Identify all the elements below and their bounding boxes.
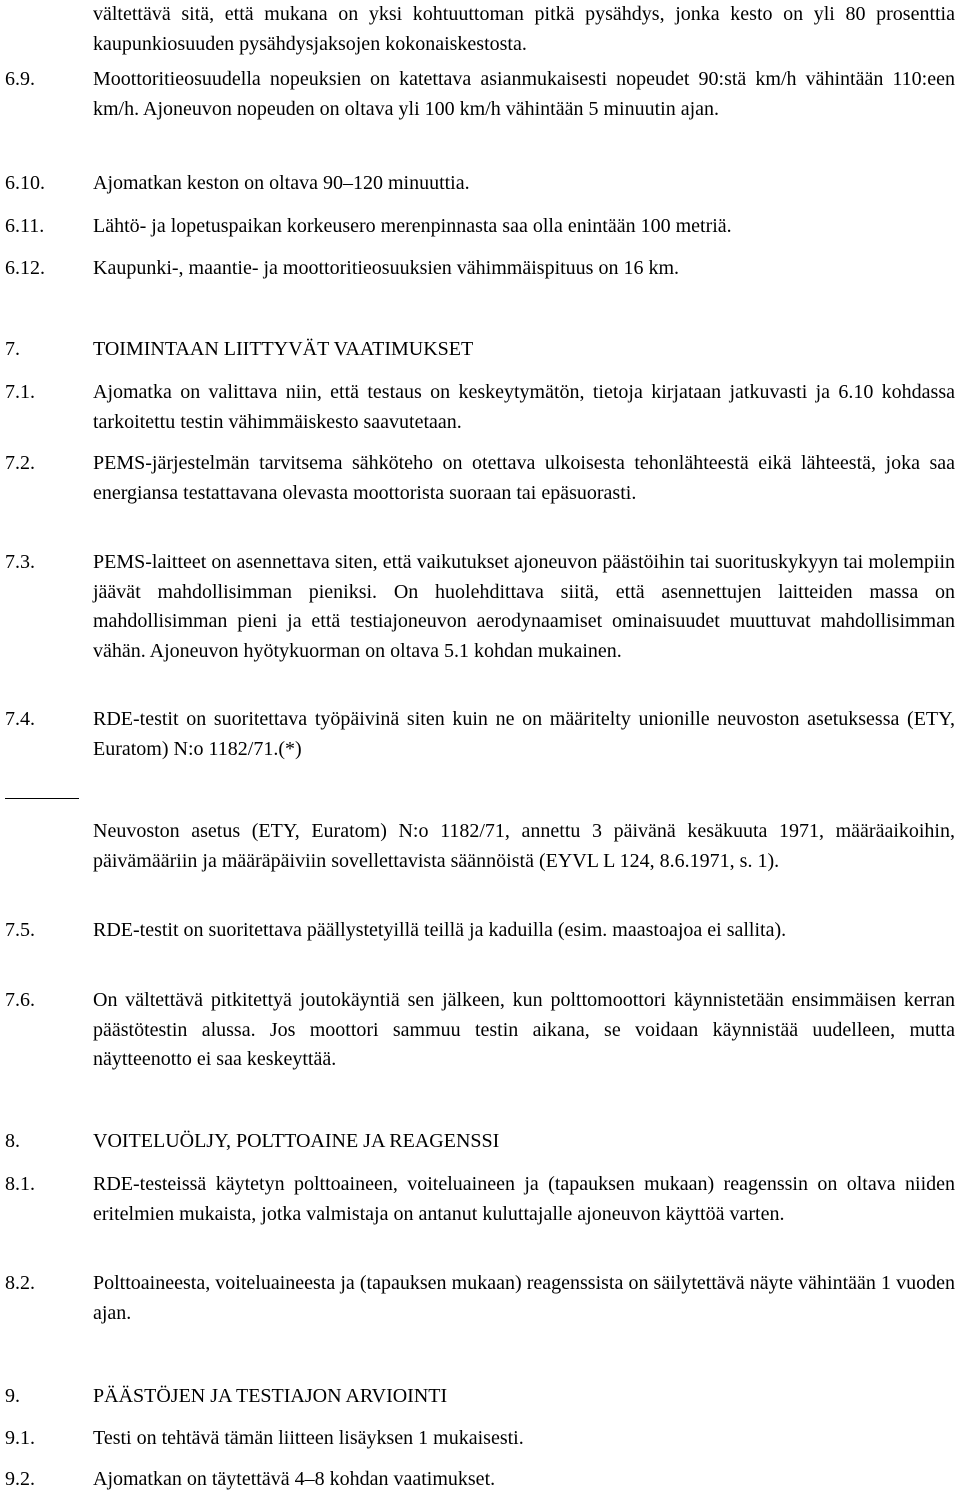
clause-text: Kaupunki-, maantie- ja moottoritieosuuksien vähimmäispituus on 16 km. [93, 257, 680, 279]
footnote-text: Neuvoston asetus (ETY, Euratom) N:o 1182/71, annettu 3 päivänä kesäkuuta 1971, määräaikoihin, päivämääriin ja määräpäiviin sovellettavista säännöistä (EYVL L 124, 8.6.1971, s. 1). [93, 820, 955, 872]
clause-text: Testi on tehtävä tämän liitteen lisäyksen 1 mukaisesti. [93, 1427, 524, 1449]
section-number: 9. [5, 1385, 20, 1407]
clause-number: 6.9. [5, 68, 35, 90]
clause-number: 6.10. [5, 172, 45, 194]
paragraph-continuation [93, 0, 955, 59]
clause-number: 7.4. [5, 708, 35, 730]
clause-text: Ajomatkan keston on oltava 90–120 minuuttia. [93, 172, 470, 194]
clause-text: Ajomatkan on täytettävä 4–8 kohdan vaatimukset. [93, 1468, 496, 1490]
clause-6-10 [5, 169, 955, 199]
clause-text: RDE-testit on suoritettava työpäivinä siten kuin ne on määritelty unionille neuvoston asetuksessa (ETY, Euratom) N:o 1182/71.(*) [93, 708, 955, 760]
clause-number: 7.1. [5, 381, 35, 403]
clause-number: 7.6. [5, 989, 35, 1011]
clause-6-11 [5, 212, 955, 242]
clause-7-3 [5, 548, 955, 666]
clause-text: RDE-testeissä käytetyn polttoaineen, voiteluaineen ja (tapauksen mukaan) reagenssin on oltava niiden eritelmien mukaista, jotka valmistaja on antanut kuluttajalle ajoneuvon käyttöä varten. [93, 1173, 955, 1225]
section-heading-9 [5, 1382, 955, 1412]
clause-number: 6.11. [5, 215, 45, 237]
clause-number: 8.2. [5, 1272, 35, 1294]
clause-text: Moottoritieosuudella nopeuksien on katettava asianmukaisesti nopeudet 90:stä km/h vähintään 110:een km/h. Ajoneuvon nopeuden on oltava yli 100 km/h vähintään 5 minuutin ajan. [93, 68, 955, 120]
clause-text: Polttoaineesta, voiteluaineesta ja (tapauksen mukaan) reagenssista on säilytettävä näyte vähintään 1 vuoden ajan. [93, 1272, 955, 1324]
clause-number: 7.3. [5, 551, 35, 573]
clause-9-2 [5, 1465, 955, 1495]
clause-6-9 [5, 65, 955, 124]
clause-text: Lähtö- ja lopetuspaikan korkeusero merenpinnasta saa olla enintään 100 metriä. [93, 215, 732, 237]
section-heading-7 [5, 335, 955, 365]
section-title: TOIMINTAAN LIITTYVÄT VAATIMUKSET [93, 338, 474, 360]
section-title: VOITELUÖLJY, POLTTOAINE JA REAGENSSI [93, 1130, 500, 1152]
clause-8-2 [5, 1269, 955, 1328]
footnote [93, 817, 955, 876]
clause-7-4 [5, 705, 955, 764]
clause-text: On vältettävä pitkitettyä joutokäyntiä sen jälkeen, kun polttomoottori käynnistetään ensimmäisen kerran päästötestin alussa. Jos moottori sammuu testin aikana, se voidaan käynnistää uudelleen, mutta näytteenotto ei saa keskeyttää. [93, 989, 955, 1070]
clause-7-6 [5, 986, 955, 1075]
clause-text: PEMS-laitteet on asennettava siten, että vaikutukset ajoneuvon päästöihin tai suorituskykyyn tai molempiin jäävät mahdollisimman pieniksi. On huolehdittava siitä, että asennettujen laitteiden massa on mahdollisimman pieni ja että testiajoneuvon aerodynaamiset ominaisuudet muuttuvat mahdollisimman vähän. Ajoneuvon hyötykuorman on oltava 5.1 kohdan mukainen. [93, 551, 955, 662]
clause-7-1 [5, 378, 955, 437]
section-number: 8. [5, 1130, 20, 1152]
clause-number: 6.12. [5, 257, 45, 279]
clause-6-12 [5, 254, 955, 284]
clause-7-5 [5, 916, 955, 946]
clause-9-1 [5, 1424, 955, 1454]
footnote-separator [5, 798, 79, 799]
clause-text: Ajomatka on valittava niin, että testaus on keskeytymätön, tietoja kirjataan jatkuvasti ja 6.10 kohdassa tarkoitettu testin vähimmäiskesto saavutetaan. [93, 381, 955, 433]
section-number: 7. [5, 338, 20, 360]
clause-text: RDE-testit on suoritettava päällystetyillä teillä ja kaduilla (esim. maastoajoa ei sallita). [93, 919, 787, 941]
clause-number: 7.5. [5, 919, 35, 941]
section-heading-8 [5, 1127, 955, 1157]
clause-8-1 [5, 1170, 955, 1229]
clause-number: 8.1. [5, 1173, 35, 1195]
clause-text: PEMS-järjestelmän tarvitsema sähköteho on otettava ulkoisesta tehonlähteestä eikä lähteestä, joka saa energiansa testattavana olevasta moottorista suoraan tai epäsuorasti. [93, 452, 955, 504]
paragraph-text: vältettävä sitä, että mukana on yksi kohtuuttoman pitkä pysähdys, jonka kesto on yli 80 prosenttia kaupunkiosuuden pysähdysjaksojen kokonaiskestosta. [93, 3, 955, 55]
section-title: PÄÄSTÖJEN JA TESTIAJON ARVIOINTI [93, 1385, 448, 1407]
clause-7-2 [5, 449, 955, 508]
clause-number: 9.2. [5, 1468, 35, 1490]
clause-number: 9.1. [5, 1427, 35, 1449]
clause-number: 7.2. [5, 452, 35, 474]
